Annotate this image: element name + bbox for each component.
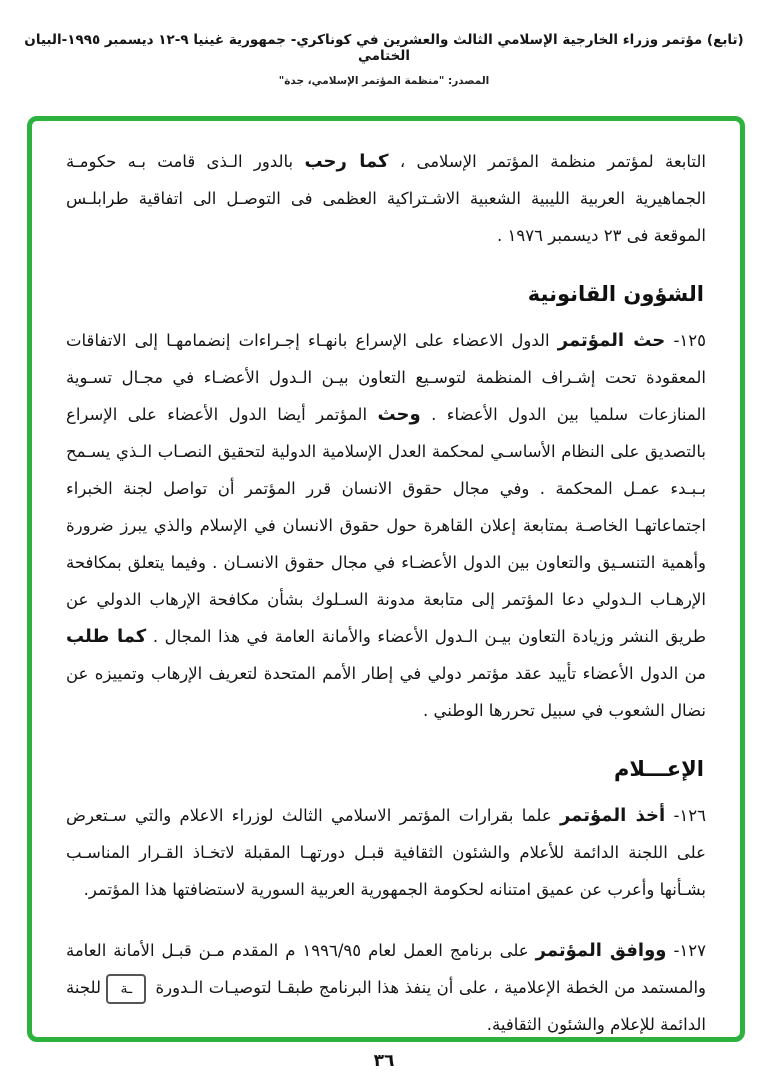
paragraph-intro: التابعة لمؤتمر منظمة المؤتمر الإسلامى ، كما رحب بالدور الـذى قامت بـه حكومـة الجماهيرية العربية الليبية الشعبية الاشـتراكية العظمى فى التوصـل الى اتفاقية طرابلـس الموقعة فى ٢٣ ديسمبر ١٩٧٦ . xyxy=(66,151,707,245)
content-frame xyxy=(27,116,745,1042)
page-number: ٣٦ xyxy=(373,1051,395,1071)
paragraph-126: ١٢٦- أخذ المؤتمر علما بقرارات المؤتمر الاسلامي الثالث لوزراء الاعلام والتي سـتعرض على اللجنة الدائمة للأعلام والشئون الثقافية قبـل دورتهـا المقبلة لاتخـاذ القـرار المناسـب بشـأنها وأعرب عن عميق امتنانه لحكومة الجمهورية العربية السورية لاستضافتها هذا المؤتمر. xyxy=(66,805,706,899)
document-title: (تابع) مؤتمر وزراء الخارجية الإسلامي الثالث والعشرين في كوناكري- جمهورية غينيا ٩-١٢ ديسمبر ١٩٩٥-البيان الختامي xyxy=(24,32,744,64)
document-header xyxy=(0,0,768,87)
document-source: المصدر: "منظمة المؤتمر الإسلامي، جدة" xyxy=(278,75,490,87)
section-title-legal-affairs: الشؤون القانونية xyxy=(527,282,704,306)
paragraph-125: ١٢٥- حث المؤتمر الدول الاعضاء على الإسراع بانهـاء إجـراءات إنضمامهـا إلى الاتفاقات المعقودة تحت إشـراف المنظمة لتوسـيع التعاون بيـن الـدول الأعضـاء في مجـال تسـوية المنازعات سلميا بين الدول الأعضاء . وحث المؤتمر أيضا الدول الأعضاء على الإسراع بالتصديق على النظام الأساسـي لمحكمة العدل الإسلامية الدولية لتحقيق النصـاب الـذي يسـمح بـبـدء عمـل المحكمة . وفي مجال حقوق الانسان قرر المؤتمر أن تواصل لجنة الخبراء اجتماعاتهـا الخاصـة بمتابعة إعلان القاهرة حول حقوق الانسان في الإسلام والذي يبرز ضرورة وأهمية التنسـيق والتعاون بين الدول الأعضـاء في مجال حقوق الانسـان . وفيما يتعلق بمكافحة الإرهـاب الـدولي دعا المؤتمر إلى متابعة مدونة السـلوك بشأن مكافحة الإرهاب الدولي عن طريق النشر وزيادة التعاون بيـن الـدول الأعضاء والأمانة العامة في هذا المجال . كما طلب من الدول الأعضاء تأييد عقد مؤتمر دولي في إطار الأمم المتحدة لتعريف الإرهاب وتمييزه عن نضال الشعوب في سبيل تحررها الوطني . xyxy=(66,330,707,720)
section-title-information: الإعـــلام xyxy=(613,757,704,781)
paragraph-127: ١٢٧- ووافق المؤتمر على برنامج العمل لعام ١٩٩٦/٩٥ م المقدم مـن قبـل الأمانة العامة والمستمد من الخطة الإعلامية ، على أن ينفذ هذا البرنامج طبقـا لتوصيـات الـدورة ـة للجنة الدائمة للإعلام والشئون الثقافية. xyxy=(66,940,706,1034)
annotation-box: ـة xyxy=(106,974,146,1004)
